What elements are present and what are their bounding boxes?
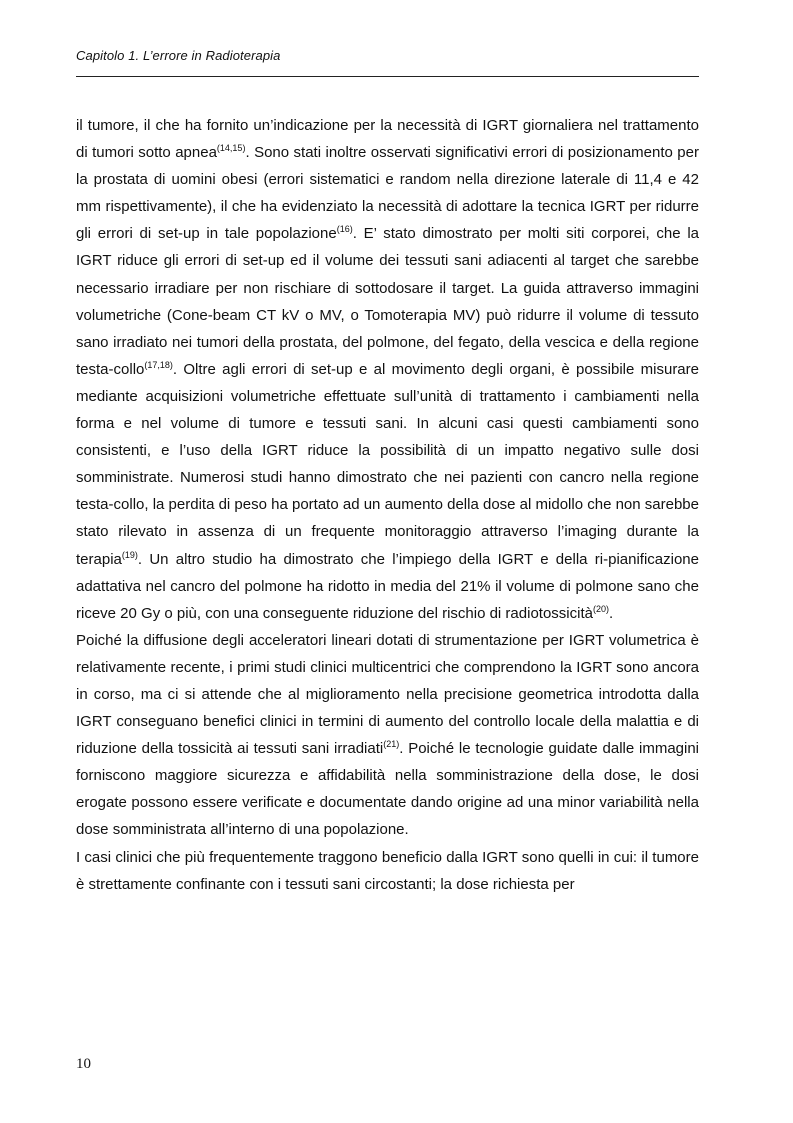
- citation-ref: (17,18): [144, 359, 173, 370]
- citation-ref: (14,15): [216, 143, 246, 154]
- citation-ref: (20): [592, 603, 609, 614]
- text-span: . Sono stati inoltre osservati significativi errori di posizionamento per la prostata di uomini obesi (errori sistematici e random nella direzione laterale di 11,4 e 42 mm rispettivamente), il che ha evidenziato la necessità di adottare la tecnica IGRT per ridurre gli errori di set-up in tale popolazione: [76, 144, 699, 243]
- text-span: . E’ stato dimostrato per molti siti corporei, che la IGRT riduce gli errori di set-up ed il volume dei tessuti sani adiacenti al target che sarebbe necessario irradiare per non rischiare di sottodosare il target. La guida attraverso immagini volumetriche (Cone-beam CT kV o MV, o Tomoterapia MV) può ridurre il volume di tessuto sano irradiato nei tumori della prostata, del polmone, del fegato, della vescica e della regione testa-collo: [76, 225, 699, 378]
- citation-ref: (21): [383, 739, 400, 750]
- text-span: . Poiché le tecnologie guidate dalle immagini forniscono maggiore sicurezza e affidabilità nella somministrazione della dose, le dosi erogate possono essere verificate e documentate dando origine ad una minor variabilità nella dose somministrata all’interno di una popolazione.: [76, 740, 700, 839]
- paragraph-clinical-trials: [76, 627, 699, 844]
- citation-ref: (16): [336, 224, 353, 235]
- text-span: . Un altro studio ha dimostrato che l’impiego della IGRT e della ri-pianificazione adattativa nel cancro del polmone ha ridotto in media del 21% il volume di polmone sano che riceve 20 Gy o più, con una conseguente riduzione del rischio di radiotossicità: [76, 550, 699, 622]
- text-span: il tumore, il che ha fornito un’indicazione per la necessità di IGRT giornaliera nel trattamento di tumori sotto apnea: [76, 117, 699, 162]
- running-header: Capitolo 1. L’errore in Radioterapia: [76, 48, 281, 63]
- text-span: .: [608, 604, 614, 622]
- paragraph-igrt-evidence: [76, 112, 699, 627]
- citation-ref: (19): [121, 549, 138, 560]
- body-text: [76, 112, 699, 898]
- text-span: Poiché la diffusione degli acceleratori lineari dotati di strumentazione per IGRT volumetrica è relativamente recente, i primi studi clinici multicentrici che comprendono la IGRT sono ancora in corso, ma ci si attende che al miglioramento nella precisione geometrica introdotta dalla IGRT conseguano benefici clinici in termini di aumento del controllo locale della malattia e di riduzione della tossicità ai tessuti sani irradiati: [76, 631, 699, 758]
- page-number: 10: [76, 1056, 91, 1072]
- text-span: I casi clinici che più frequentemente traggono beneficio dalla IGRT sono quelli in cui: il tumore è strettamente confinante con i tessuti sani circostanti; la dose richiesta per: [76, 848, 699, 893]
- text-span: . Oltre agli errori di set-up e al movimento degli organi, è possibile misurare mediante acquisizioni volumetriche effettuate sull’unità di trattamento i cambiamenti nella forma e nel volume di tumore e tessuti sani. In alcuni casi questi cambiamenti sono consistenti, e l’uso della IGRT riduce la possibilità di un impatto negativo sulle dosi somministrate. Numerosi studi hanno dimostrato che nei pazienti con cancro nella regione testa-collo, la perdita di peso ha portato ad un aumento della dose al midollo che non sarebbe stato rilevato in assenza di un frequente monitoraggio attraverso l’imaging durante la terapia: [76, 360, 699, 568]
- paragraph-clinical-cases: [76, 844, 699, 898]
- header-divider: [76, 76, 699, 77]
